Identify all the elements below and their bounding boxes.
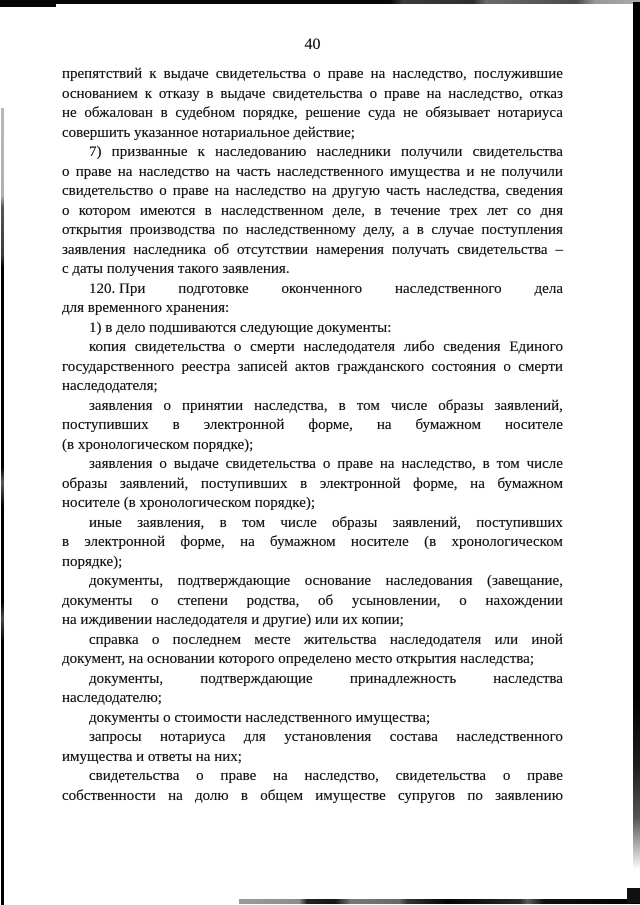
text-line: свидетельство о праве на наследство на другую часть наследства, сведения [62,183,563,199]
page-number: 40 [304,36,321,53]
scan-edge-right [633,2,640,870]
text-line: препятствий к выдаче свидетельства о праве на наследство, послужившие [62,66,563,82]
text-line: государственного реестра записей актов гражданского состояния о смерти [62,358,563,375]
text-line: о праве на наследство на часть наследственного имущества и не получили [62,163,563,180]
text-line: наследодателя; [62,378,158,394]
text-line: документы, подтверждающие основание наследования (завещание, [89,573,563,589]
text-line: иные заявления, в том числе образы заявлений, поступивших [89,514,563,531]
text-line: носителе (в хронологическом порядке); [62,495,316,511]
text-line: основанием к отказу в выдаче свидетельства о праве на наследство, отказ [62,85,563,102]
text-line: документы, подтверждающие принадлежность наследства [89,670,563,687]
text-line: 7) призванные к наследованию наследники получили свидетельства [89,144,563,160]
text-line: документы о степени родства, об усыновлении, о нахождении [62,592,563,609]
text-line: на иждивении наследодателя и другие) или их копии; [62,612,404,628]
text-line: собственности на долю в общем имуществе супругов по заявлению [62,787,563,804]
text-line: документ, на основании которого определено место открытия наследства; [62,651,534,667]
scan-edge-left [1,108,4,905]
text-line: совершить указанное нотариальное действие; [62,124,355,141]
scan-edge-bottom [239,899,640,904]
text-line: копия свидетельства о смерти наследодателя либо сведения Единого [89,339,563,355]
text-line: поступивших в электронной форме, на бумажном носителе [62,417,563,433]
text-line: запросы нотариуса для установления состава наследственного [89,729,563,745]
text-line: свидетельства о праве на наследство, свидетельства о праве [89,768,563,784]
text-line: (в хронологическом порядке); [62,436,254,453]
text-line: заявления о принятии наследства, в том числе образы заявлений, [89,397,563,414]
text-line: 120. При подготовке оконченного наследственного дела [89,280,563,297]
text-line: образы заявлений, поступивших в электронной форме, на бумажном [62,475,563,492]
text-line: с даты получения такого заявления. [62,261,290,277]
text-line: 1) в дело подшиваются следующие документы: [89,319,392,336]
text-line: в электронной форме, на бумажном носителе (в хронологическом [62,534,563,550]
scan-edge-top-blob [0,0,56,7]
text-line: порядке); [62,553,123,570]
text-line: справка о последнем месте жительства наследодателя или иной [89,631,563,648]
text-line: о котором имеются в наследственном деле, в течение трех лет со дня [62,202,563,219]
text-line: имущества и ответы на них; [62,748,242,765]
text-line: не обжалован в судебном порядке, решение суда не обязывает нотариуса [62,105,563,121]
text-line: наследодателю; [62,690,162,706]
scan-edge-corner [627,888,640,903]
text-line: открытия производства по наследственному делу, а в случае поступления [62,222,563,238]
scan-edge-top [0,0,640,4]
text-line: для временного хранения: [62,300,230,316]
document-text [62,65,563,806]
text-line: заявления о выдаче свидетельства о праве на наследство, в том числе [89,456,563,472]
text-line: документы о стоимости наследственного имущества; [89,709,431,726]
text-line: заявления наследника об отсутствии намерения получать свидетельства – [62,241,563,258]
